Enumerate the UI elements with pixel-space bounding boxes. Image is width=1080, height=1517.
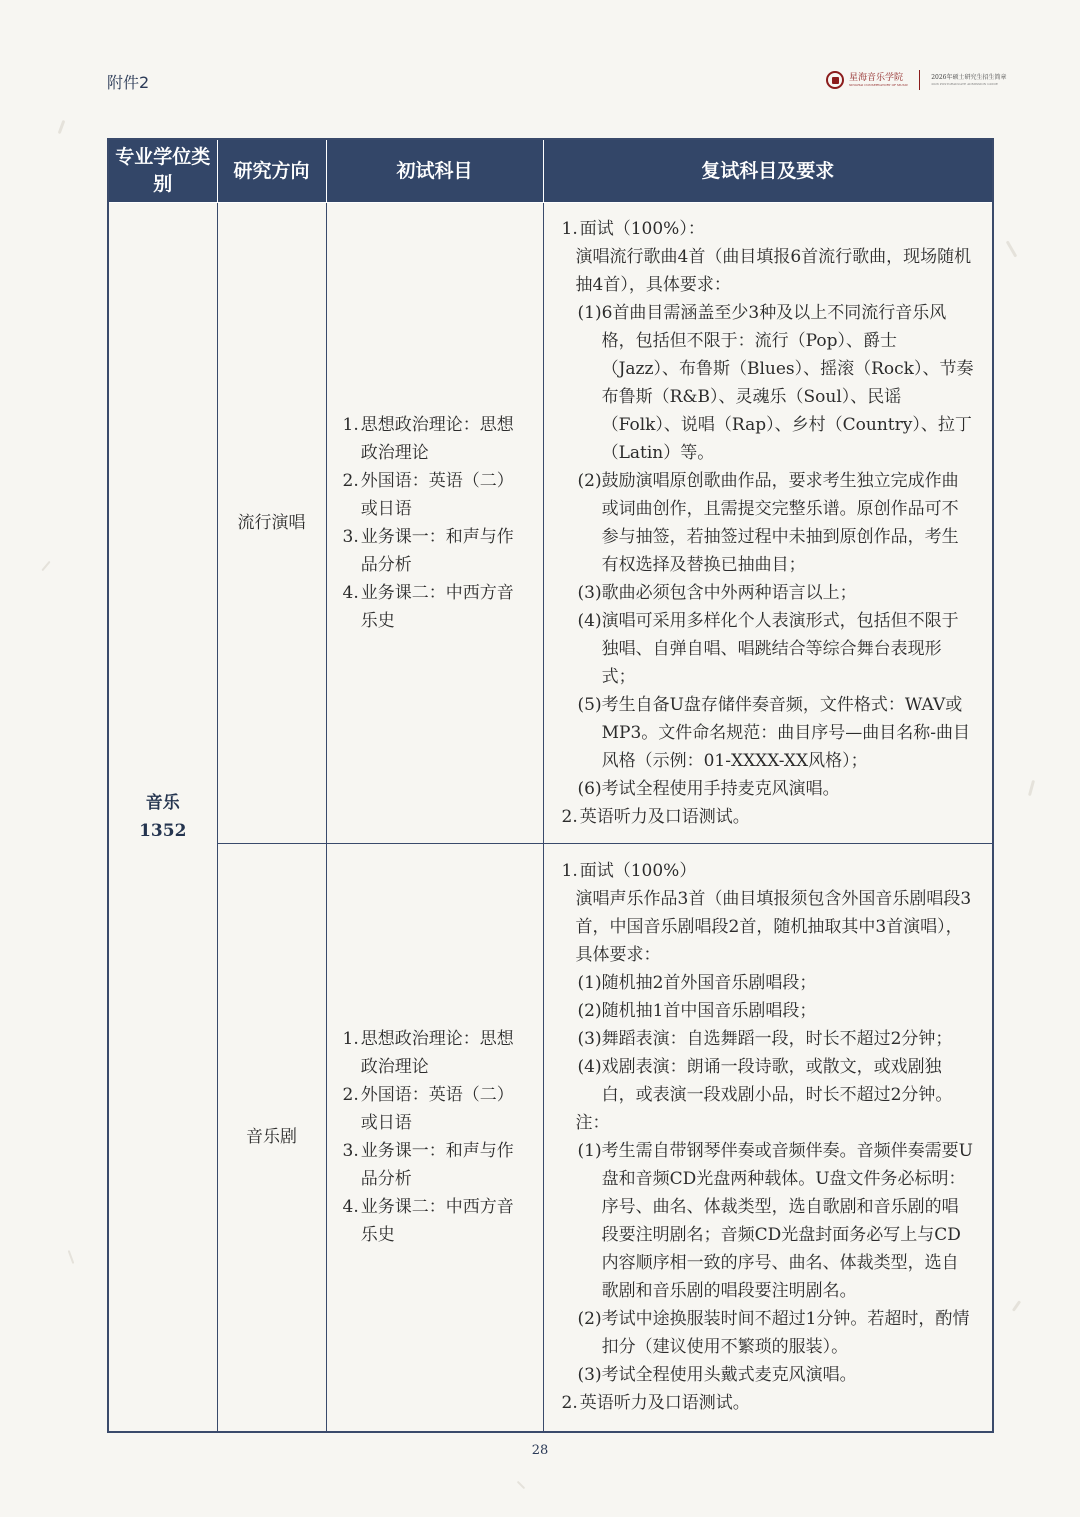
list-item: (6) 考试全程使用手持麦克风演唱。 — [577, 779, 840, 799]
list-item: (1) 随机抽2首外国音乐剧唱段； — [577, 973, 817, 994]
list-item: 4. 业务课二：中西方音乐史 — [342, 583, 514, 631]
requirement-intro: 演唱流行歌曲4首（曲目填报6首流行歌曲，现场随机抽4首），具体要求： — [575, 247, 972, 295]
degree-category-cell — [108, 203, 217, 1432]
exam-subjects-table — [107, 138, 994, 1433]
list-item: (1) 考生需自带钢琴伴奏或音频伴奏。音频伴奏需要U盘和音频CD光盘两种载体。U盘文件务必标明：序号、曲名、体裁类型，选自歌剧和音乐剧的唱段要注明剧名；音频CD光盘封面务必写上与CD内容顺序相一致的序号、曲名、体裁类型，选自歌剧和音乐剧的唱段要注明剧名。 — [577, 1141, 973, 1302]
table-header-row — [108, 139, 993, 203]
list-item: (2) 鼓励演唱原创歌曲作品，要求考生独立完成作曲或词曲创作，且需提交完整乐谱。原创作品可不参与抽签，若抽签过程中未抽到原创作品，考生有权选择及替换已抽曲目； — [577, 471, 959, 575]
requirement-intro: 演唱声乐作品3首（曲目填报须包含外国音乐剧唱段3首，中国音乐剧唱段2首，随机抽取其中3首演唱），具体要求： — [575, 889, 972, 966]
seal-icon — [826, 71, 844, 89]
page-number: 28 — [531, 1443, 549, 1458]
list-item: (4) 演唱可采用多样化个人表演形式，包括但不限于独唱、自弹自唱、唱跳结合等综合舞台表现形式； — [577, 611, 959, 687]
requirement-final: 2. 英语听力及口语测试。 — [561, 1393, 750, 1414]
list-item: (5) 考生自备U盘存储伴奏音频，文件格式：WAV或MP3。文件命名规范：曲目序号—曲目名称-曲目风格（示例：01-XXXX-XX风格）； — [577, 695, 970, 771]
subjects-cell — [326, 844, 543, 1432]
header-research-direction: 研究方向 — [217, 139, 326, 203]
requirements-cell — [543, 203, 993, 844]
category-code: 1352 — [139, 820, 187, 841]
table-row — [108, 203, 993, 844]
list-item: (3) 歌曲必须包含中外两种语言以上； — [577, 583, 857, 603]
header-preliminary-subjects: 初试科目 — [326, 139, 543, 203]
header-retest-requirements: 复试科目及要求 — [543, 139, 993, 203]
direction-cell: 音乐剧 — [217, 844, 326, 1432]
logo-guide-title: 2026年硕士研究生招生简章 — [931, 74, 1007, 81]
attachment-label: 附件2 — [107, 73, 150, 92]
category-name: 音乐 — [145, 792, 180, 813]
list-item: (3) 考试全程使用头戴式麦克风演唱。 — [577, 1365, 857, 1386]
list-item: 4. 业务课二：中西方音乐史 — [342, 1197, 514, 1246]
requirements-cell — [543, 844, 993, 1432]
requirement-final: 2. 英语听力及口语测试。 — [561, 807, 750, 827]
list-item: (2) 随机抽1首中国音乐剧唱段； — [577, 1001, 817, 1022]
notes-label: 注： — [575, 1113, 610, 1134]
list-item: (4) 戏剧表演：朗诵一段诗歌，或散文，或戏剧独白，或表演一段戏剧小品，时长不超过2分钟。 — [577, 1057, 953, 1106]
list-item: (2) 考试中途换服装时间不超过1分钟。若超时，酌情扣分（建议使用不繁琐的服装）。 — [577, 1309, 970, 1358]
subjects-cell — [326, 203, 543, 844]
logo-school-name: 星海音乐学院 — [849, 72, 904, 83]
header-degree-category: 专业学位类别 — [108, 139, 217, 203]
logo-divider — [919, 70, 920, 90]
logo-school-en: XINGHAI CONSERVATORY OF MUSIC — [849, 82, 909, 87]
list-item: 2. 外国语：英语（二）或日语 — [342, 1085, 514, 1134]
direction-cell: 流行演唱 — [217, 203, 326, 844]
table-row — [108, 844, 993, 1432]
list-item: 2. 外国语：英语（二）或日语 — [342, 471, 514, 519]
list-item: (1) 6首曲目需涵盖至少3种及以上不同流行音乐风格，包括但不限于：流行（Pop）、爵士（Jazz）、布鲁斯（Blues）、摇滚（Rock）、节奏布鲁斯（R&B）、灵魂乐（Soul）、民谣（Folk）、说唱（Rap）、乡村（Country）、拉丁（Latin）等。 — [577, 303, 974, 463]
school-logo — [826, 68, 1006, 92]
list-item: 1. 思想政治理论：思想政治理论 — [342, 415, 514, 463]
list-item: 3. 业务课一：和声与作品分析 — [342, 527, 514, 575]
logo-guide-title-en: 2026 POSTGRADUATE ADMISSION GUIDE — [931, 82, 998, 86]
list-item: 1. 思想政治理论：思想政治理论 — [342, 1029, 514, 1078]
list-item: (3) 舞蹈表演：自选舞蹈一段，时长不超过2分钟； — [577, 1029, 953, 1050]
requirement-title: 1. 面试（100%） — [561, 861, 697, 882]
list-item: 3. 业务课一：和声与作品分析 — [342, 1141, 514, 1190]
requirement-title: 1. 面试（100%）： — [561, 219, 705, 239]
